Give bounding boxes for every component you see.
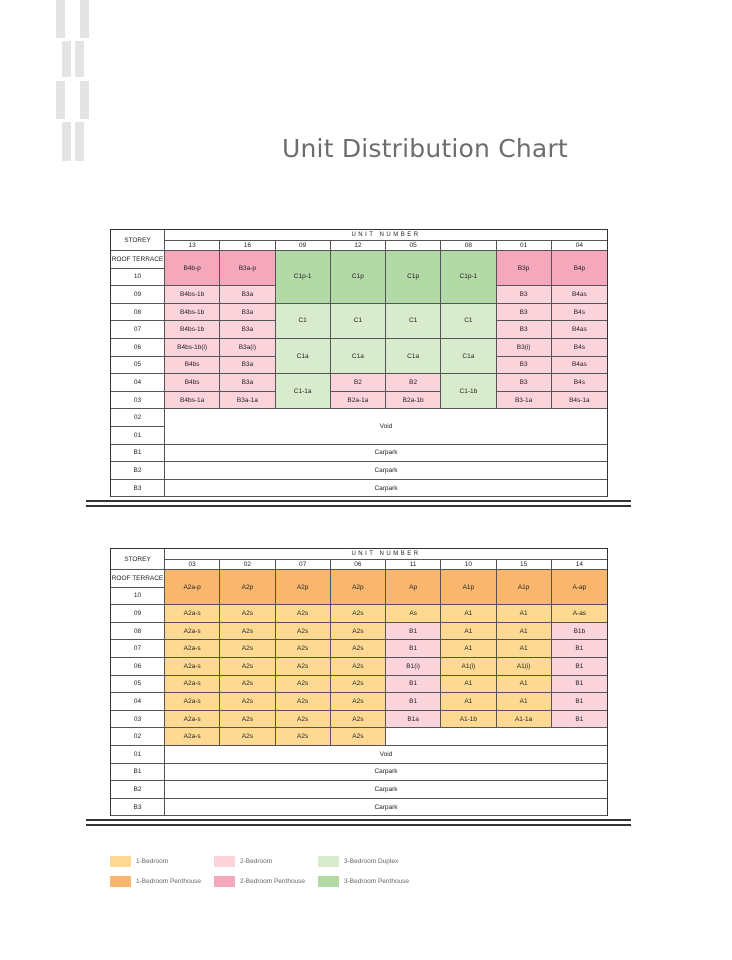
unit-type-cell: A1 xyxy=(441,623,496,641)
unit-type-cell: A1p xyxy=(441,570,496,605)
unit-number-label: 10 xyxy=(441,560,496,570)
legend xyxy=(110,856,450,896)
storey-label: ROOF TERRACE xyxy=(111,570,165,588)
unit-type-cell: B4as xyxy=(552,321,607,339)
decor-bar xyxy=(75,41,84,77)
unit-type-cell: C1 xyxy=(276,304,331,339)
unit-number-label: 03 xyxy=(165,560,220,570)
unit-type-cell: C1a xyxy=(331,339,386,374)
decor-bar xyxy=(56,0,65,38)
carpark-cell: Carpark xyxy=(165,799,607,817)
unit-type-cell: B3a xyxy=(220,321,275,339)
unit-type-cell: B4b-p xyxy=(165,251,220,286)
unit-type-cell: B3 xyxy=(497,321,552,339)
unit-type-cell: B4s-1a xyxy=(552,392,607,410)
storey-label: 02 xyxy=(111,728,165,746)
unit-type-cell: B4bs-1a xyxy=(165,392,220,410)
unit-type-cell: A2s xyxy=(220,658,275,676)
unit-type-cell: B2 xyxy=(386,374,441,392)
unit-type-cell: A2a-s xyxy=(165,658,220,676)
unit-type-cell: B2a-1b xyxy=(386,392,441,410)
unit-type-cell: C1a xyxy=(276,339,331,374)
legend-swatch xyxy=(110,856,131,867)
storey-label: 06 xyxy=(111,339,165,357)
storey-label: 08 xyxy=(111,623,165,641)
unit-number-label: 06 xyxy=(331,560,386,570)
unit-type-cell: A1-1a xyxy=(497,711,552,729)
unit-type-cell: B1 xyxy=(552,693,607,711)
unit-type-cell: B3a(i) xyxy=(220,339,275,357)
empty-cell xyxy=(386,728,607,746)
legend-swatch xyxy=(214,876,235,887)
unit-type-cell: C1p xyxy=(331,251,386,304)
legend-swatch xyxy=(110,876,131,887)
storey-label: ROOF TERRACE xyxy=(111,251,165,269)
legend-label: 1-Bedroom xyxy=(136,858,169,865)
unit-type-cell: A1 xyxy=(441,676,496,694)
legend-swatch xyxy=(214,856,235,867)
unit-type-cell: B3a xyxy=(220,286,275,304)
unit-type-cell: B4bs-1b xyxy=(165,304,220,322)
legend-item xyxy=(318,856,398,867)
decor-bar xyxy=(56,81,65,119)
unit-type-cell: A2a-s xyxy=(165,605,220,623)
unit-type-cell: B3a-p xyxy=(220,251,275,286)
unit-number-label: 08 xyxy=(441,241,496,251)
legend-label: 3-Bedroom Penthouse xyxy=(344,878,410,885)
unit-type-cell: A1 xyxy=(497,623,552,641)
storey-label: 07 xyxy=(111,321,165,339)
unit-type-cell: A2s xyxy=(331,676,386,694)
unit-type-cell: B3a xyxy=(220,374,275,392)
carpark-cell: Carpark xyxy=(165,480,607,498)
unit-type-cell: B1 xyxy=(386,640,441,658)
unit-type-cell: A2a-s xyxy=(165,623,220,641)
unit-type-cell: B3 xyxy=(497,357,552,375)
unit-type-cell: C1 xyxy=(441,304,496,339)
unit-type-cell: B1 xyxy=(552,711,607,729)
unit-type-cell: A2a-p xyxy=(165,570,220,605)
unit-number-label: 04 xyxy=(552,241,607,251)
unit-type-cell: A2p xyxy=(331,570,386,605)
divider-rule xyxy=(86,819,631,821)
decor-bar xyxy=(75,122,84,161)
unit-number-label: 02 xyxy=(220,560,275,570)
decor-bar xyxy=(62,122,71,161)
unit-type-cell: B1 xyxy=(386,623,441,641)
unit-type-cell: B1b xyxy=(552,623,607,641)
page-title: Unit Distribution Chart xyxy=(282,134,568,163)
unit-number-label: 07 xyxy=(276,560,331,570)
unit-type-cell: A2a-s xyxy=(165,728,220,746)
unit-type-cell: A1-1b xyxy=(441,711,496,729)
storey-label: 04 xyxy=(111,374,165,392)
unit-type-cell: C1p-1 xyxy=(276,251,331,304)
unit-type-cell: A1 xyxy=(497,605,552,623)
unit-type-cell: B4as xyxy=(552,357,607,375)
unit-number-label: 15 xyxy=(497,560,552,570)
carpark-cell: Carpark xyxy=(165,764,607,782)
carpark-cell: Carpark xyxy=(165,462,607,480)
storey-label: 03 xyxy=(111,392,165,410)
unit-type-cell: C1p xyxy=(386,251,441,304)
unit-number-label: 09 xyxy=(276,241,331,251)
unit-type-cell: C1 xyxy=(331,304,386,339)
unit-type-cell: A2a-s xyxy=(165,640,220,658)
legend-label: 1-Bedroom Penthouse xyxy=(136,878,202,885)
unit-type-cell: B4bs xyxy=(165,357,220,375)
unit-type-cell: A2s xyxy=(331,711,386,729)
unit-number-label: 14 xyxy=(552,560,607,570)
storey-label: 10 xyxy=(111,588,165,606)
unit-type-cell: A2s xyxy=(276,711,331,729)
unit-type-cell: A2s xyxy=(331,693,386,711)
storey-label: B1 xyxy=(111,445,165,463)
unit-type-cell: A2s xyxy=(276,640,331,658)
divider-rule xyxy=(86,505,631,507)
unit-type-cell: C1a xyxy=(441,339,496,374)
unit-type-cell: B3p xyxy=(497,251,552,286)
legend-item xyxy=(214,876,305,887)
unit-number-label: 13 xyxy=(165,241,220,251)
unit-type-cell: A2s xyxy=(276,605,331,623)
unit-type-cell: B2 xyxy=(331,374,386,392)
unit-type-cell: A1 xyxy=(441,605,496,623)
unit-type-cell: A1 xyxy=(441,693,496,711)
storey-label: 01 xyxy=(111,427,165,445)
storey-label: 02 xyxy=(111,409,165,427)
storey-label: B2 xyxy=(111,781,165,799)
storey-label: B3 xyxy=(111,480,165,498)
unit-number-label: 12 xyxy=(331,241,386,251)
unit-type-cell: B1(i) xyxy=(386,658,441,676)
unit-type-cell: B1 xyxy=(386,676,441,694)
unit-type-cell: B4bs-1b xyxy=(165,321,220,339)
unit-type-cell: A1 xyxy=(497,640,552,658)
legend-item xyxy=(318,876,409,887)
storey-label: 05 xyxy=(111,676,165,694)
storey-label: 07 xyxy=(111,640,165,658)
decor-bar xyxy=(62,41,71,77)
unit-type-cell: A1 xyxy=(497,693,552,711)
unit-number-label: 16 xyxy=(220,241,275,251)
storey-label: 01 xyxy=(111,746,165,764)
unit-type-cell: A1(i) xyxy=(441,658,496,676)
unit-type-cell: B4p xyxy=(552,251,607,286)
legend-swatch xyxy=(318,876,339,887)
divider-rule xyxy=(86,500,631,502)
storey-label: 09 xyxy=(111,605,165,623)
legend-item xyxy=(110,876,201,887)
unit-type-cell: B1 xyxy=(386,693,441,711)
unit-type-cell: A2s xyxy=(276,676,331,694)
storey-header: STOREY xyxy=(111,549,165,570)
unit-type-cell: B4s xyxy=(552,374,607,392)
unit-type-cell: A2p xyxy=(220,570,275,605)
decor-bar xyxy=(80,81,89,119)
unit-type-cell: A2s xyxy=(220,605,275,623)
unit-type-cell: A2s xyxy=(331,623,386,641)
storey-label: 09 xyxy=(111,286,165,304)
unit-type-cell: B3a xyxy=(220,357,275,375)
unit-type-cell: A1 xyxy=(441,640,496,658)
unit-type-cell: B3a-1a xyxy=(220,392,275,410)
unit-number-header: UNIT NUMBER xyxy=(165,549,607,560)
storey-label: B2 xyxy=(111,462,165,480)
void-cell: Void xyxy=(165,409,607,444)
legend-label: 2-Bedroom xyxy=(240,858,273,865)
unit-type-cell: B4as xyxy=(552,286,607,304)
storey-label: 10 xyxy=(111,269,165,287)
unit-type-cell: A-as xyxy=(552,605,607,623)
legend-label: 2-Bedroom Penthouse xyxy=(240,878,306,885)
unit-type-cell: A1p xyxy=(497,570,552,605)
unit-type-cell: A2s xyxy=(331,640,386,658)
unit-type-cell: A2s xyxy=(276,693,331,711)
unit-type-cell: A-ap xyxy=(552,570,607,605)
unit-type-cell: B2a-1a xyxy=(331,392,386,410)
unit-type-cell: B4s xyxy=(552,339,607,357)
unit-type-cell: C1a xyxy=(386,339,441,374)
unit-number-header: UNIT NUMBER xyxy=(165,230,607,241)
storey-label: 06 xyxy=(111,658,165,676)
unit-type-cell: B4s xyxy=(552,304,607,322)
unit-type-cell: A2s xyxy=(220,676,275,694)
unit-type-cell: A1(i) xyxy=(497,658,552,676)
unit-type-cell: A2a-s xyxy=(165,676,220,694)
unit-type-cell: B3 xyxy=(497,286,552,304)
unit-type-cell: A2s xyxy=(220,693,275,711)
carpark-cell: Carpark xyxy=(165,445,607,463)
unit-type-cell: B3-1a xyxy=(497,392,552,410)
legend-label: 3-Bedroom Duplex xyxy=(344,858,399,865)
unit-type-cell: C1-1b xyxy=(441,374,496,409)
decor-bar xyxy=(80,0,89,38)
unit-type-cell: B1a xyxy=(386,711,441,729)
storey-header: STOREY xyxy=(111,230,165,251)
unit-type-cell: B4bs-1b(i) xyxy=(165,339,220,357)
unit-type-cell: B3a xyxy=(220,304,275,322)
unit-type-cell: A2s xyxy=(331,605,386,623)
storey-label: 05 xyxy=(111,357,165,375)
unit-type-cell: A2s xyxy=(331,658,386,676)
unit-type-cell: As xyxy=(386,605,441,623)
unit-type-cell: A2a-s xyxy=(165,711,220,729)
unit-type-cell: B3 xyxy=(497,304,552,322)
unit-type-cell: A1 xyxy=(497,676,552,694)
unit-type-cell: A2s xyxy=(276,658,331,676)
storey-label: 03 xyxy=(111,711,165,729)
unit-type-cell: B3 xyxy=(497,374,552,392)
legend-swatch xyxy=(318,856,339,867)
carpark-cell: Carpark xyxy=(165,781,607,799)
unit-type-cell: C1 xyxy=(386,304,441,339)
unit-type-cell: A2s xyxy=(276,623,331,641)
unit-type-cell: B1 xyxy=(552,676,607,694)
unit-type-cell: Ap xyxy=(386,570,441,605)
legend-item xyxy=(214,856,272,867)
unit-type-cell: A2s xyxy=(220,623,275,641)
unit-table-block-1 xyxy=(110,229,608,497)
unit-type-cell: A2s xyxy=(220,728,275,746)
unit-type-cell: A2s xyxy=(331,728,386,746)
unit-table-block-2 xyxy=(110,548,608,816)
unit-number-label: 11 xyxy=(386,560,441,570)
unit-type-cell: A2a-s xyxy=(165,693,220,711)
void-cell: Void xyxy=(165,746,607,764)
storey-label: B3 xyxy=(111,799,165,817)
storey-label: B1 xyxy=(111,764,165,782)
legend-item xyxy=(110,856,168,867)
storey-label: 08 xyxy=(111,304,165,322)
unit-type-cell: B1 xyxy=(552,640,607,658)
unit-type-cell: B4bs-1b xyxy=(165,286,220,304)
unit-type-cell: A2p xyxy=(276,570,331,605)
unit-type-cell: B4bs xyxy=(165,374,220,392)
unit-type-cell: B1 xyxy=(552,658,607,676)
unit-type-cell: A2s xyxy=(220,640,275,658)
storey-label: 04 xyxy=(111,693,165,711)
unit-type-cell: C1-1a xyxy=(276,374,331,409)
divider-rule xyxy=(86,824,631,826)
unit-number-label: 01 xyxy=(497,241,552,251)
unit-type-cell: A2s xyxy=(276,728,331,746)
unit-type-cell: B3(i) xyxy=(497,339,552,357)
unit-type-cell: A2s xyxy=(220,711,275,729)
unit-type-cell: C1p-1 xyxy=(441,251,496,304)
unit-number-label: 05 xyxy=(386,241,441,251)
